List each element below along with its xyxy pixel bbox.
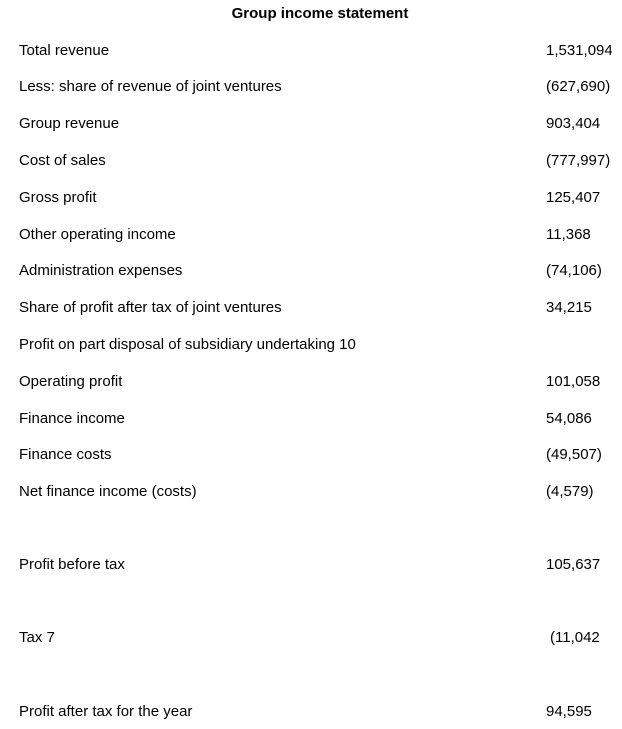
statement-title: Group income statement xyxy=(231,5,409,22)
row-label: Other operating income xyxy=(19,226,176,243)
statement-row-total-revenue xyxy=(0,39,622,63)
row-value: 903,404 xyxy=(546,115,601,132)
row-value: 105,637 xyxy=(546,556,601,573)
row-label: Tax 7 xyxy=(19,629,55,646)
row-value: 54,086 xyxy=(546,410,592,427)
statement-row-share-of-profit-jv xyxy=(0,296,622,320)
row-value: 1,531,094 xyxy=(546,42,613,59)
row-label: Administration expenses xyxy=(19,262,183,279)
row-value: (74,106) xyxy=(546,262,602,279)
row-label: Group revenue xyxy=(19,115,120,132)
statement-row-net-finance-income xyxy=(0,480,622,504)
row-value: (11,042 xyxy=(550,629,600,646)
row-value: 101,058 xyxy=(546,373,601,390)
row-value: 11,368 xyxy=(546,226,591,243)
row-label: Profit on part disposal of subsidiary undertaking 10 xyxy=(19,336,356,353)
row-value: (627,690) xyxy=(546,78,611,95)
statement-row-other-operating-income xyxy=(0,223,622,247)
row-value: (49,507) xyxy=(546,446,602,463)
statement-row-operating-profit xyxy=(0,370,622,394)
statement-row-share-of-revenue-jv xyxy=(0,75,622,99)
row-label: Gross profit xyxy=(19,189,97,206)
row-label: Operating profit xyxy=(19,373,123,390)
row-label: Net finance income (costs) xyxy=(19,483,197,500)
statement-row-finance-income xyxy=(0,407,622,431)
row-label: Finance costs xyxy=(19,446,112,463)
statement-row-gross-profit xyxy=(0,186,622,210)
row-value: 94,595 xyxy=(546,703,592,720)
row-label: Profit after tax for the year xyxy=(19,703,193,720)
row-value: 34,215 xyxy=(546,299,592,316)
row-value: (4,579) xyxy=(546,483,594,500)
statement-row-tax xyxy=(0,626,622,650)
statement-row-profit-after-tax xyxy=(0,700,622,724)
statement-row-profit-before-tax xyxy=(0,553,622,577)
statement-row-group-revenue xyxy=(0,112,622,136)
row-label: Profit before tax xyxy=(19,556,125,573)
statement-row-cost-of-sales xyxy=(0,149,622,173)
row-value: 125,407 xyxy=(546,189,601,206)
row-label: Total revenue xyxy=(19,42,110,59)
statement-row-administration-expenses xyxy=(0,259,622,283)
row-label: Cost of sales xyxy=(19,152,106,169)
row-label: Finance income xyxy=(19,410,125,427)
row-label: Less: share of revenue of joint ventures xyxy=(19,78,282,95)
row-value: (777,997) xyxy=(546,152,611,169)
statement-row-finance-costs xyxy=(0,443,622,467)
row-label: Share of profit after tax of joint ventures xyxy=(19,299,282,316)
statement-row-profit-on-part-disposal xyxy=(0,333,622,357)
